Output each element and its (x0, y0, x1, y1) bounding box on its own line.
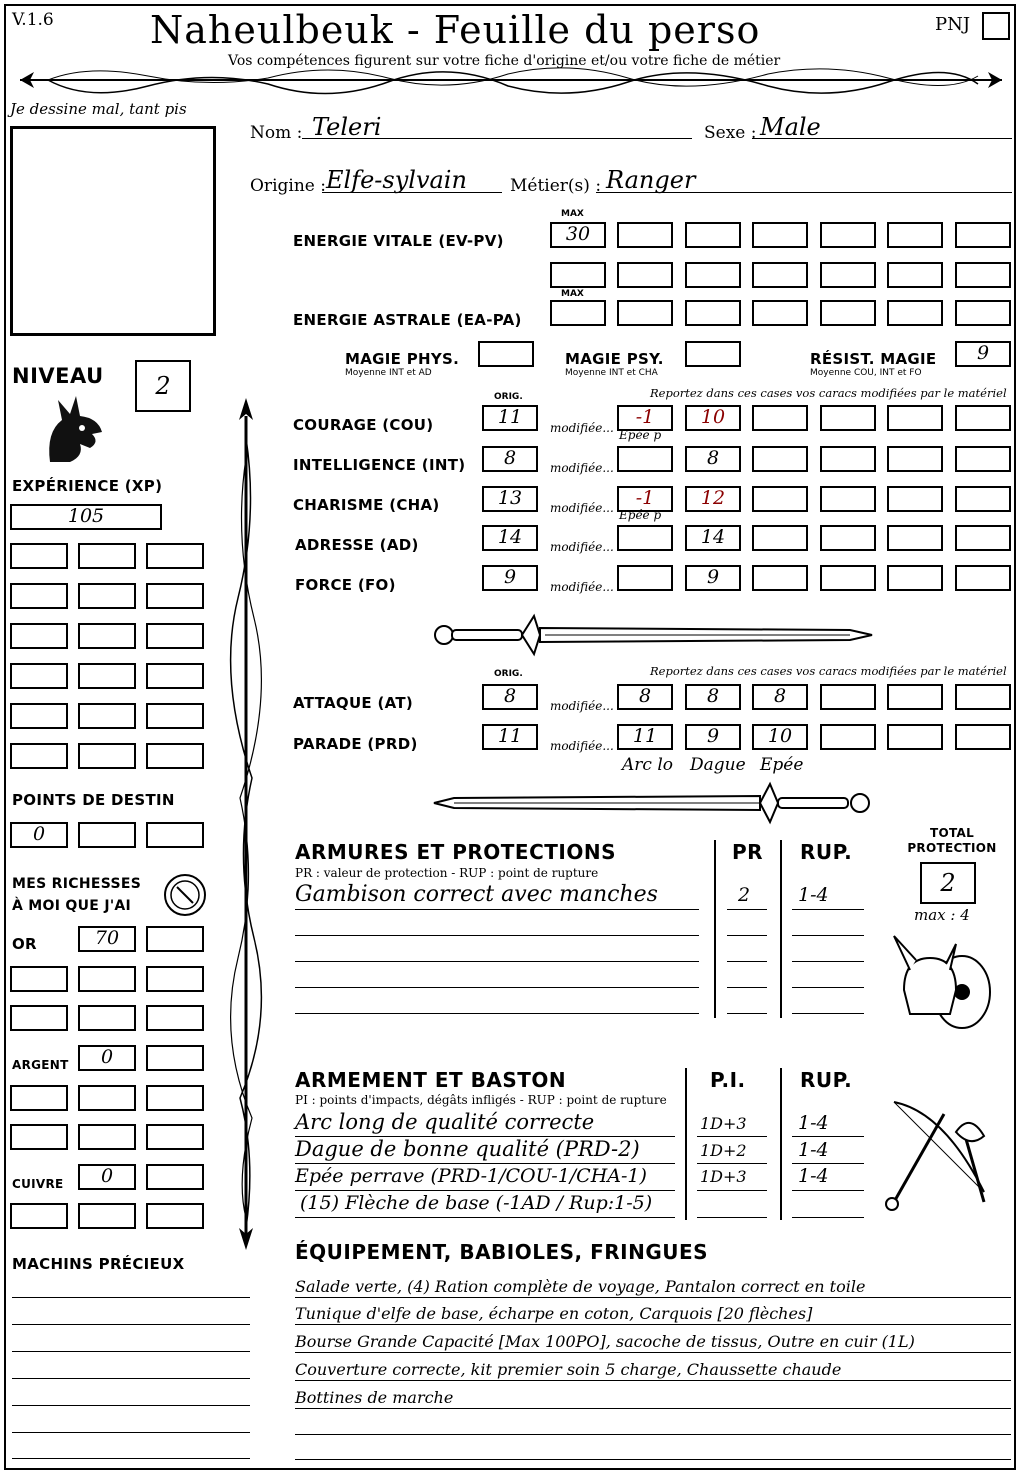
fo-mod1-box[interactable] (617, 565, 673, 591)
arme-line (295, 1217, 675, 1218)
coin-icon (162, 872, 208, 918)
ea-box[interactable] (752, 300, 808, 326)
arme-line (697, 1163, 767, 1164)
cha-orig-box[interactable]: 13 (482, 486, 538, 512)
magie-psy-sub: Moyenne INT et CHA (565, 368, 658, 378)
armure-line (295, 909, 699, 910)
or-box[interactable]: 70 (78, 926, 136, 952)
equipement-line-text[interactable]: Bottines de marche (295, 1388, 454, 1407)
max-protection-label: max : 4 (914, 906, 970, 924)
xp-grid-box[interactable] (78, 703, 136, 729)
sexe-line (752, 138, 1012, 139)
equipement-line (295, 1380, 1011, 1381)
equipement-line (295, 1324, 1011, 1325)
ev-max-box[interactable]: 30 (550, 222, 606, 248)
ev-box[interactable] (820, 222, 876, 248)
portrait-caption: Je dessine mal, tant pis (10, 100, 187, 118)
metier-value[interactable]: Ranger (606, 166, 696, 194)
cuivre-box[interactable] (78, 1203, 136, 1229)
at-box-dague[interactable]: 8 (685, 684, 741, 710)
ev-box[interactable] (752, 262, 808, 288)
ea-box[interactable] (617, 300, 673, 326)
xp-label: EXPÉRIENCE (XP) (12, 477, 163, 495)
or-label: OR (12, 935, 37, 953)
ev-box[interactable] (752, 222, 808, 248)
fo-box[interactable] (955, 565, 1011, 591)
magie-phys-label: MAGIE PHYS. (345, 350, 460, 368)
equipement-line-text[interactable]: Bourse Grande Capacité [Max 100PO], sacoche de tissus, Outre en cuir (1L) (295, 1332, 915, 1351)
machins-label: MACHINS PRÉCIEUX (12, 1255, 185, 1273)
argent-box[interactable] (146, 1124, 204, 1150)
nom-line (302, 138, 692, 139)
armement-sub: PI : points d'impacts, dégâts infligés - RUP : point de rupture (295, 1093, 667, 1107)
or-box[interactable] (146, 966, 204, 992)
cou-box[interactable] (752, 405, 808, 431)
fo-box[interactable] (752, 565, 808, 591)
caracs-note: Reportez dans ces cases vos caracs modifiées par le matériel (650, 386, 1007, 400)
xp-grid-box[interactable] (10, 663, 68, 689)
arme-pi[interactable]: 1D+2 (700, 1141, 747, 1160)
xp-grid-box[interactable] (146, 743, 204, 769)
pnj-checkbox[interactable] (982, 12, 1010, 40)
cou-mod1-box[interactable]: -1 (617, 405, 673, 431)
rup-header: RUP. (800, 840, 853, 864)
argent-label: ARGENT (12, 1058, 69, 1072)
at-box-arc[interactable]: 8 (617, 684, 673, 710)
armure-line (727, 1013, 767, 1014)
int-mod2-box[interactable]: 8 (685, 446, 741, 472)
armure-line (727, 909, 767, 910)
total-protection-label: TOTAL PROTECTION (907, 826, 997, 855)
armure-line (727, 935, 767, 936)
argent-box[interactable] (146, 1085, 204, 1111)
cha-box[interactable] (820, 486, 876, 512)
equipement-line (295, 1459, 1011, 1460)
prd-label: PARADE (PRD) (293, 735, 418, 753)
argent-box[interactable] (146, 1045, 204, 1071)
ev-box[interactable] (550, 262, 606, 288)
armure-line (792, 909, 864, 910)
machins-line (12, 1324, 250, 1325)
combat-note: Reportez dans ces cases vos caracs modifiées par le matériel (650, 664, 1007, 678)
ev-box[interactable] (887, 262, 943, 288)
prd-box[interactable] (887, 724, 943, 750)
armure-line (727, 987, 767, 988)
metier-label: Métier(s) : (510, 176, 602, 196)
ev-label: ENERGIE VITALE (EV-PV) (293, 232, 504, 250)
prd-orig-box[interactable]: 11 (482, 724, 538, 750)
arme-line (295, 1136, 675, 1137)
xp-grid-box[interactable] (10, 743, 68, 769)
or-box[interactable] (10, 1005, 68, 1031)
ev-box[interactable] (617, 262, 673, 288)
arme-name[interactable]: Epée perrave (PRD-1/COU-1/CHA-1) (295, 1165, 647, 1187)
fo-mod2-box[interactable]: 9 (685, 565, 741, 591)
at-box-epee[interactable]: 8 (752, 684, 808, 710)
armures-divider (714, 840, 716, 1018)
sexe-label: Sexe : (704, 123, 757, 143)
cuivre-box[interactable] (10, 1203, 68, 1229)
arme-pi[interactable]: 1D+3 (700, 1167, 747, 1186)
armement-divider (685, 1068, 687, 1220)
fo-box[interactable] (820, 565, 876, 591)
at-mod-label: modifiée... (550, 699, 614, 713)
version-label: V.1.6 (12, 10, 54, 30)
armure-pr[interactable]: 2 (738, 884, 751, 906)
xp-grid-box[interactable] (10, 543, 68, 569)
at-box[interactable] (820, 684, 876, 710)
or-box[interactable] (78, 1005, 136, 1031)
xp-grid-box[interactable] (78, 543, 136, 569)
niveau-box[interactable]: 2 (135, 360, 191, 412)
ev-box[interactable] (617, 222, 673, 248)
pi-header: P.I. (710, 1068, 746, 1092)
equipement-line (295, 1434, 1011, 1435)
equipement-title: ÉQUIPEMENT, BABIOLES, FRINGUES (295, 1240, 709, 1264)
armures-sub: PR : valeur de protection - RUP : point de rupture (295, 866, 599, 880)
xp-grid-box[interactable] (78, 663, 136, 689)
cha-box[interactable] (887, 486, 943, 512)
arme-name[interactable]: (15) Flèche de base (-1AD / Rup:1-5) (300, 1192, 653, 1214)
cha-box[interactable] (752, 486, 808, 512)
origine-line (322, 192, 502, 193)
cou-box[interactable] (820, 405, 876, 431)
equipement-line (295, 1352, 1011, 1353)
int-box[interactable] (887, 446, 943, 472)
arme-name[interactable]: Dague de bonne qualité (PRD-2) (295, 1137, 640, 1161)
magie-psy-label: MAGIE PSY. (565, 350, 664, 368)
ad-mod-label: modifiée... (550, 540, 614, 554)
total-protection-box[interactable]: 2 (920, 862, 976, 904)
resist-magie-sub: Moyenne COU, INT et FO (810, 368, 922, 378)
equipement-line-text[interactable]: Couverture correcte, kit premier soin 5 charge, Chaussette chaude (295, 1360, 842, 1379)
int-box[interactable] (752, 446, 808, 472)
ev-box[interactable] (820, 262, 876, 288)
xp-grid-box[interactable] (78, 623, 136, 649)
magie-phys-box[interactable] (478, 341, 534, 367)
at-orig-box[interactable]: 8 (482, 684, 538, 710)
at-box[interactable] (955, 684, 1011, 710)
arme-line (792, 1190, 864, 1191)
ea-max-box[interactable] (550, 300, 606, 326)
cou-box[interactable] (887, 405, 943, 431)
magie-phys-sub: Moyenne INT et AD (345, 368, 432, 378)
or-box[interactable] (10, 966, 68, 992)
arme-rup[interactable]: 1-4 (798, 1112, 829, 1134)
cha-box[interactable] (955, 486, 1011, 512)
sheet-subtitle: Vos compétences figurent sur votre fiche d'origine et/ou votre fiche de métier (228, 53, 781, 69)
prd-box[interactable] (820, 724, 876, 750)
armure-line (295, 961, 699, 962)
ev-box[interactable] (685, 262, 741, 288)
at-label: ATTAQUE (AT) (293, 694, 414, 712)
arme-line (697, 1136, 767, 1137)
xp-grid-box[interactable] (10, 703, 68, 729)
cou-box[interactable] (955, 405, 1011, 431)
ev-box[interactable] (685, 222, 741, 248)
ad-mod2-box[interactable]: 14 (685, 525, 741, 551)
niveau-label: NIVEAU (12, 364, 104, 388)
machins-line (12, 1458, 250, 1459)
sword-icon (430, 780, 875, 826)
ad-box[interactable] (752, 525, 808, 551)
cou-mod1-note: Epée p (619, 428, 662, 442)
ea-label: ENERGIE ASTRALE (EA-PA) (293, 311, 522, 329)
carac-label-int: INTELLIGENCE (INT) (293, 456, 466, 474)
armure-name[interactable]: Gambison correct avec manches (295, 882, 658, 907)
sheet-title: Naheulbeuk - Feuille du perso (150, 8, 761, 52)
armure-line (295, 1013, 699, 1014)
combat-orig-label: ORIG. (494, 669, 523, 679)
arme-line (295, 1163, 675, 1164)
xp-grid-box[interactable] (146, 623, 204, 649)
arme-line (792, 1217, 864, 1218)
equipement-line (295, 1408, 1011, 1409)
fo-box[interactable] (887, 565, 943, 591)
portrait-box[interactable] (10, 126, 216, 336)
destin-box[interactable] (78, 822, 136, 848)
sexe-value[interactable]: Male (760, 113, 821, 141)
xp-grid-box[interactable] (10, 623, 68, 649)
armures-divider (780, 840, 782, 1018)
ea-max-label: MAX (561, 289, 584, 299)
pr-header: PR (732, 840, 764, 864)
machins-line (12, 1378, 250, 1379)
armure-line (295, 987, 699, 988)
armement-title: ARMEMENT ET BASTON (295, 1068, 567, 1092)
prd-mod-label: modifiée... (550, 739, 614, 753)
equipement-line-text[interactable]: Tunique d'elfe de base, écharpe en coton, Carquois [20 flèches] (295, 1304, 813, 1323)
fo-mod-label: modifiée... (550, 580, 614, 594)
cuivre-label: CUIVRE (12, 1177, 64, 1191)
ev-box[interactable] (887, 222, 943, 248)
armure-line (727, 961, 767, 962)
ad-box[interactable] (955, 525, 1011, 551)
armure-line (295, 935, 699, 936)
int-box[interactable] (820, 446, 876, 472)
argent-box[interactable] (10, 1085, 68, 1111)
equipement-line-text[interactable]: Salade verte, (4) Ration complète de voyage, Pantalon correct en toile (295, 1277, 866, 1296)
arme-name[interactable]: Arc long de qualité correcte (295, 1110, 595, 1134)
destin-box[interactable]: 0 (10, 822, 68, 848)
prd-box-epee[interactable]: 10 (752, 724, 808, 750)
armement-divider (780, 1068, 782, 1220)
carac-label-fo: FORCE (FO) (295, 576, 396, 594)
arme-line (295, 1190, 675, 1191)
staff-icon (226, 398, 266, 1250)
resist-magie-box[interactable]: 9 (955, 341, 1011, 367)
xp-grid-box[interactable] (78, 743, 136, 769)
armure-rup[interactable]: 1-4 (798, 884, 829, 906)
at-box[interactable] (887, 684, 943, 710)
destin-box[interactable] (146, 822, 204, 848)
arme-pi[interactable]: 1D+3 (700, 1114, 747, 1133)
cou-mod2-box[interactable]: 10 (685, 405, 741, 431)
xp-grid-box[interactable] (78, 583, 136, 609)
richesses-label-2: À MOI QUE J'AI (12, 898, 132, 914)
ea-box[interactable] (685, 300, 741, 326)
carac-label-ad: ADRESSE (AD) (295, 536, 419, 554)
ad-mod1-box[interactable] (617, 525, 673, 551)
weapon-label-dague: Dague (690, 755, 746, 775)
armure-line (792, 1013, 864, 1014)
arme-line (697, 1190, 767, 1191)
xp-grid-box[interactable] (146, 543, 204, 569)
origine-value[interactable]: Elfe-sylvain (326, 166, 467, 194)
arme-line (792, 1163, 864, 1164)
weapon-label-arc: Arc lo (622, 755, 673, 775)
cha-mod2-box[interactable]: 12 (685, 486, 741, 512)
ev-box[interactable] (955, 262, 1011, 288)
or-box[interactable] (146, 1005, 204, 1031)
weapon-label-epee: Epée (760, 755, 804, 775)
fo-orig-box[interactable]: 9 (482, 565, 538, 591)
cuivre-box[interactable]: 0 (78, 1164, 136, 1190)
nom-label: Nom : (250, 123, 303, 143)
prd-box-dague[interactable]: 9 (685, 724, 741, 750)
sword-icon (430, 612, 875, 658)
armure-line (792, 935, 864, 936)
cou-mod-label: modifiée... (550, 421, 614, 435)
prd-box-arc[interactable]: 11 (617, 724, 673, 750)
cha-mod1-note: Epée p (619, 508, 662, 522)
orig-label: ORIG. (494, 392, 523, 402)
vine-divider-icon (8, 62, 1014, 102)
int-box[interactable] (955, 446, 1011, 472)
armure-line (792, 987, 864, 988)
magie-psy-box[interactable] (685, 341, 741, 367)
carac-label-cou: COURAGE (COU) (293, 416, 434, 434)
arme-line (697, 1217, 767, 1218)
int-mod1-box[interactable] (617, 446, 673, 472)
argent-box[interactable] (78, 1085, 136, 1111)
cuivre-box[interactable] (146, 1203, 204, 1229)
origine-label: Origine : (250, 176, 326, 196)
destin-label: POINTS DE DESTIN (12, 791, 175, 809)
argent-box[interactable] (10, 1124, 68, 1150)
ev-max-label: MAX (561, 209, 584, 219)
ea-box[interactable] (820, 300, 876, 326)
arme-line (792, 1136, 864, 1137)
richesses-label: MES RICHESSES (12, 876, 142, 892)
xp-grid-box[interactable] (146, 663, 204, 689)
arme-rup[interactable]: 1-4 (798, 1165, 829, 1187)
cou-orig-box[interactable]: 11 (482, 405, 538, 431)
ev-box[interactable] (955, 222, 1011, 248)
ad-orig-box[interactable]: 14 (482, 525, 538, 551)
argent-box[interactable]: 0 (78, 1045, 136, 1071)
cuivre-box[interactable] (146, 1164, 204, 1190)
cha-mod-label: modifiée... (550, 501, 614, 515)
dragon-icon (40, 392, 106, 464)
ad-box[interactable] (820, 525, 876, 551)
nom-value[interactable]: Teleri (312, 113, 382, 141)
machins-line (12, 1297, 250, 1298)
arme-rup[interactable]: 1-4 (798, 1139, 829, 1161)
pnj-label: PNJ (935, 14, 971, 35)
prd-box[interactable] (955, 724, 1011, 750)
xp-grid-box[interactable] (146, 583, 204, 609)
xp-grid-box[interactable] (10, 583, 68, 609)
int-mod-label: modifiée... (550, 461, 614, 475)
resist-magie-label: RÉSIST. MAGIE (810, 350, 937, 368)
ea-box[interactable] (955, 300, 1011, 326)
ea-box[interactable] (887, 300, 943, 326)
machins-line (12, 1432, 250, 1433)
equipement-line (295, 1297, 1011, 1298)
armures-title: ARMURES ET PROTECTIONS (295, 840, 616, 864)
int-orig-box[interactable]: 8 (482, 446, 538, 472)
machins-line (12, 1405, 250, 1406)
machins-line (12, 1351, 250, 1352)
weapons-icon (884, 1092, 1002, 1212)
or-box[interactable] (78, 966, 136, 992)
argent-box[interactable] (78, 1124, 136, 1150)
ad-box[interactable] (887, 525, 943, 551)
or-box[interactable] (146, 926, 204, 952)
metier-line (596, 192, 1012, 193)
xp-grid-box[interactable] (146, 703, 204, 729)
armure-line (792, 961, 864, 962)
cha-mod1-box[interactable]: -1 (617, 486, 673, 512)
armement-rup-header: RUP. (800, 1068, 853, 1092)
xp-box[interactable]: 105 (10, 504, 162, 530)
carac-label-cha: CHARISME (CHA) (293, 496, 440, 514)
helmet-shield-icon (890, 930, 1000, 1040)
